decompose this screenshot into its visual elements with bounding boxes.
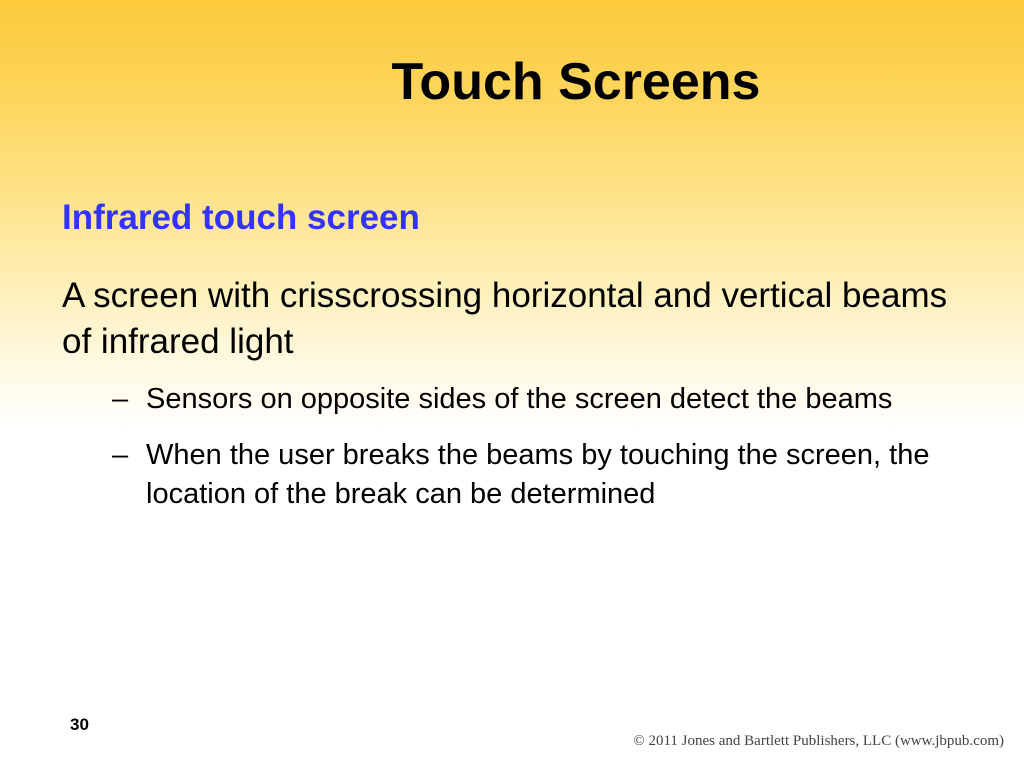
- bullet-dash-icon: –: [112, 383, 129, 415]
- page-number: 30: [70, 715, 89, 734]
- bullet-item: [112, 380, 932, 419]
- copyright-notice: © 2011 Jones and Bartlett Publishers, LLC (www.jbpub.com): [633, 733, 1004, 749]
- bullet-item: [112, 436, 932, 514]
- bullet-text: When the user breaks the beams by touching the screen, the location of the break can be determined: [146, 439, 930, 510]
- slide-subheading: Infrared touch screen: [62, 198, 420, 237]
- bullet-text: Sensors on opposite sides of the screen detect the beams: [146, 383, 893, 415]
- slide-body-text: A screen with crisscrossing horizontal and vertical beams of infrared light: [62, 276, 948, 361]
- slide-title: Touch Screens: [391, 53, 761, 111]
- bullet-list: [112, 380, 932, 531]
- bullet-dash-icon: –: [112, 439, 129, 471]
